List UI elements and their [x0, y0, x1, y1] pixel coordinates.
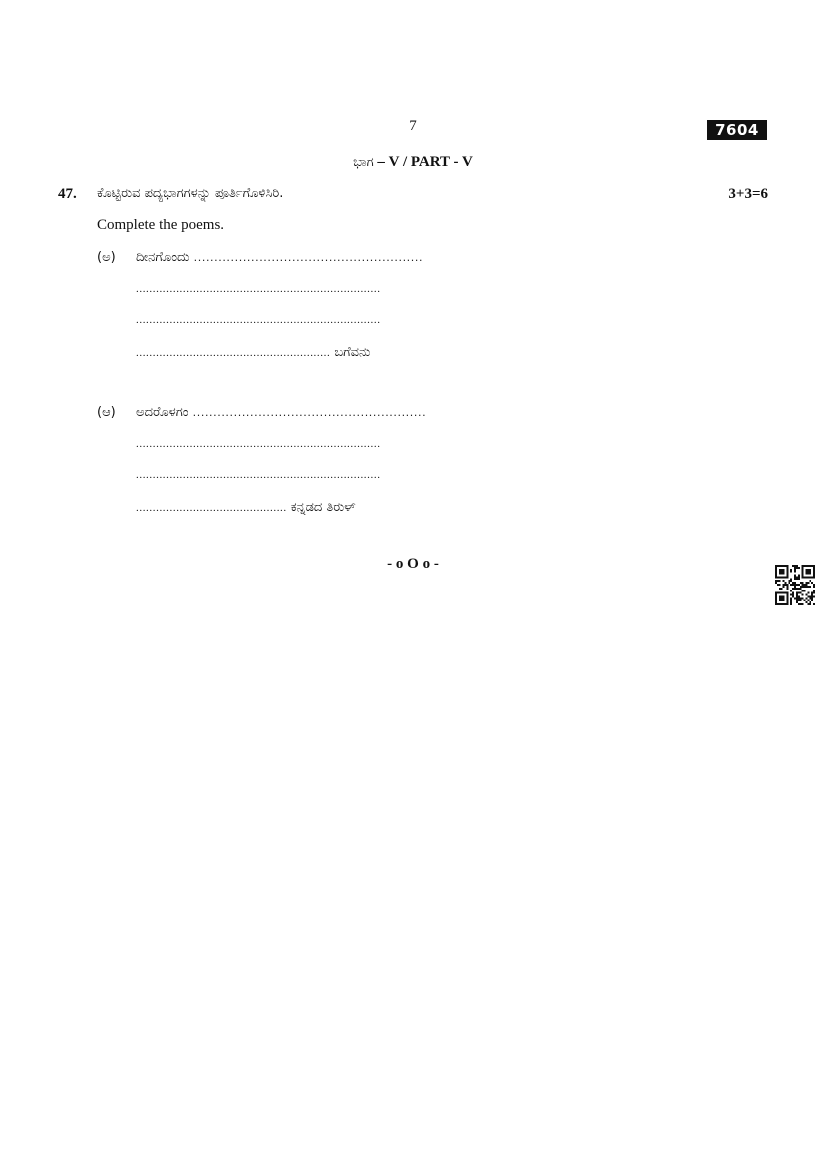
option-a-label: (ಅ): [97, 250, 116, 265]
option-b-line-4: [136, 498, 356, 516]
page-number: 7: [409, 118, 417, 134]
end-of-paper-mark: - o O o -: [387, 556, 439, 572]
question-text-kannada: ಕೊಟ್ಟಿರುವ ಪದ್ಯಭಾಗಗಳನ್ನು ಪೂರ್ತಿಗೊಳಿಸಿರಿ.: [97, 186, 284, 201]
option-b-blank-2: .........................................................................: [136, 438, 381, 450]
option-a-blank-2: .........................................................................: [136, 283, 381, 295]
option-a-blank-3: .........................................................................: [136, 314, 381, 326]
qr-code-icon: [775, 565, 815, 605]
option-b-blank-4: .............................................: [136, 502, 287, 514]
option-b-blank-3: .........................................................................: [136, 469, 381, 481]
part-title-kannada: ಭಾಗ: [353, 155, 374, 170]
part-title: [0, 154, 826, 171]
question-marks: 3+3=6: [728, 186, 768, 202]
part-title-english: V / PART - V: [388, 154, 473, 170]
option-a-blank-4: ..........................................................: [136, 347, 331, 359]
option-b-blank-1: .........................................................: [192, 406, 427, 419]
option-a-start-word: ದೀನಗೊಂದು: [136, 250, 190, 265]
part-title-separator: –: [377, 154, 385, 170]
option-a-line-1: [136, 250, 423, 265]
option-a-end-word: ಬಗೆವನು: [334, 345, 371, 360]
option-b-line-1: [136, 405, 426, 420]
option-b-label: (ಆ): [97, 405, 116, 420]
option-a-blank-1: ........................................................: [193, 251, 424, 264]
question-number: 47.: [58, 186, 77, 202]
question-text-english: Complete the poems.: [97, 217, 225, 233]
paper-code-badge: 7604: [707, 120, 767, 140]
option-a-line-4: [136, 343, 370, 361]
option-b-end-word: ಕನ್ನಡದ ತಿರುಳ್: [290, 500, 356, 515]
option-b-start-word: ಅದರೊಳಗಂ: [136, 405, 189, 420]
